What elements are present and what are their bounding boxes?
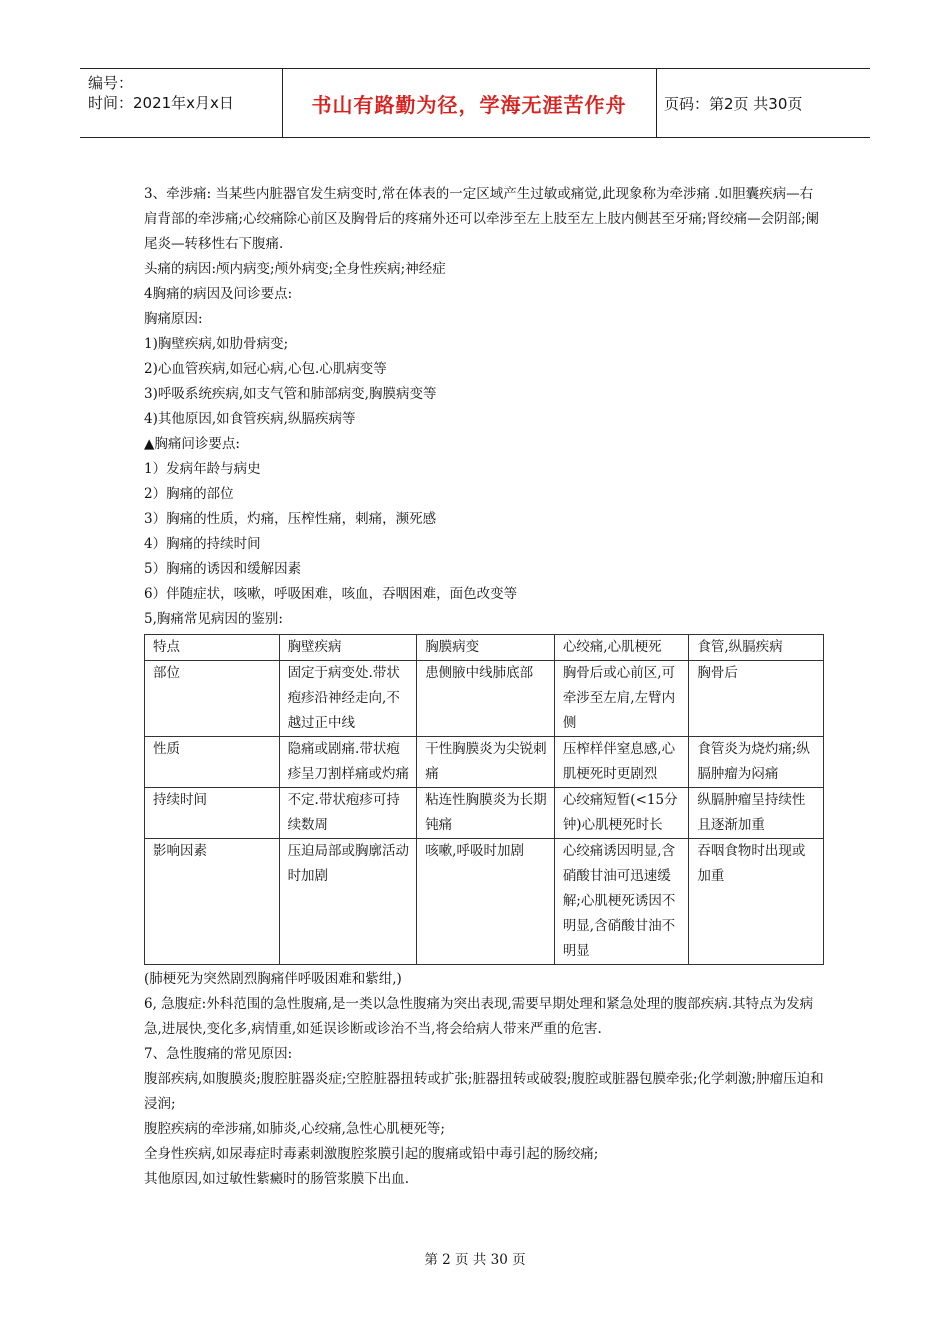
table-header-cell: 心绞痛,心肌梗死 <box>554 635 689 661</box>
paragraph: 腹腔疾病的牵涉痛,如肺炎,心绞痛,急性心肌梗死等; <box>144 1121 445 1137</box>
table-header-cell: 胸壁疾病 <box>279 635 417 661</box>
table-row <box>145 661 824 737</box>
paragraph: 胸痛原因: <box>144 311 203 327</box>
paragraph: 4)其他原因,如食管疾病,纵膈疾病等 <box>144 411 356 427</box>
paragraph: 其他原因,如过敏性紫癜时的肠管浆膜下出血. <box>144 1171 410 1187</box>
table-cell: 固定于病变处.带状疱疹沿神经走向,不越过正中线 <box>279 661 417 737</box>
page-footer: 第 2 页 共 30 页 <box>424 1252 526 1268</box>
paragraph: 6, 急腹症:外科范围的急性腹痛,是一类以急性腹痛为突出表现,需要早期处理和紧急处理的腹部疾病.其特点为发病急,进展快,变化多,病情重,如延误诊断或诊治不当,将会给病人带来严重的危害. <box>144 996 814 1037</box>
paragraph: 腹部疾病,如腹膜炎;腹腔脏器炎症;空腔脏器扭转或扩张;脏器扭转或破裂;腹腔或脏器包膜牵张;化学刺激;肿瘤压迫和浸润; <box>144 1071 824 1112</box>
table-cell: 患侧腋中线肺底部 <box>417 661 555 737</box>
table-cell: 吞咽食物时出现或加重 <box>689 839 824 965</box>
paragraph: 1）发病年龄与病史 <box>144 461 261 477</box>
table-cell: 压迫局部或胸廓活动时加剧 <box>279 839 417 965</box>
paragraph: 3、牵涉痛: 当某些内脏器官发生病变时,常在体表的一定区域产生过敏或痛觉,此现象称为牵涉痛 .如胆囊疾病—右肩背部的牵涉痛;心绞痛除心前区及胸骨后的疼痛外还可以牵涉至左上肢至左上肢内侧甚至牙痛;肾绞痛—会阴部;阑尾炎—转移性右下腹痛. <box>144 186 820 252</box>
table-cell: 压榨样伴窒息感,心肌梗死时更剧烈 <box>554 737 689 788</box>
table-cell: 心绞痛诱因明显,含硝酸甘油可迅速缓解;心肌梗死诱因不明显,含硝酸甘油不明显 <box>554 839 689 965</box>
paragraph: 头痛的病因:颅内病变;颅外病变;全身性疾病;神经症 <box>144 261 446 277</box>
document-body <box>144 182 824 1192</box>
document-time-label: 时间：2021年x月x日 <box>88 94 234 112</box>
table-cell: 性质 <box>145 737 280 788</box>
table-cell: 影响因素 <box>145 839 280 965</box>
header-meta <box>88 73 278 113</box>
table-cell: 食管炎为烧灼痛;纵膈肿瘤为闷痛 <box>689 737 824 788</box>
paragraph: 5）胸痛的诱因和缓解因素 <box>144 561 302 577</box>
table-row <box>145 839 824 965</box>
table-header-cell: 胸膜病变 <box>417 635 555 661</box>
paragraph: 2)心血管疾病,如冠心病,心包.心肌病变等 <box>144 361 387 377</box>
header-divider-right <box>656 69 657 137</box>
page-header <box>80 68 870 138</box>
table-row <box>145 788 824 839</box>
paragraph: 3)呼吸系统疾病,如支气管和肺部病变,胸膜病变等 <box>144 386 437 402</box>
table-cell: 持续时间 <box>145 788 280 839</box>
header-page-info: 页码：第2页 共30页 <box>664 95 803 113</box>
paragraph: 4）胸痛的持续时间 <box>144 536 261 552</box>
table-cell: 胸骨后 <box>689 661 824 737</box>
table-cell: 纵膈肿瘤呈持续性且逐渐加重 <box>689 788 824 839</box>
chest-pain-differential-table <box>144 634 824 965</box>
table-cell: 不定.带状疱疹可持续数周 <box>279 788 417 839</box>
paragraph: 4胸痛的病因及问诊要点: <box>144 286 293 302</box>
paragraph: 2）胸痛的部位 <box>144 486 234 502</box>
document-code-label: 编号： <box>88 74 134 92</box>
bottom-paragraphs <box>144 967 824 1192</box>
paragraph: 6）伴随症状，咳嗽，呼吸困难，咳血，吞咽困难，面色改变等 <box>144 586 518 602</box>
paragraph: ▲胸痛问诊要点: <box>144 436 240 452</box>
table-cell: 粘连性胸膜炎为长期钝痛 <box>417 788 555 839</box>
table-header-row <box>145 635 824 661</box>
table-cell: 咳嗽,呼吸时加剧 <box>417 839 555 965</box>
paragraph: 全身性疾病,如尿毒症时毒素刺激腹腔浆膜引起的腹痛或铅中毒引起的肠绞痛; <box>144 1146 599 1162</box>
top-paragraphs <box>144 182 824 632</box>
header-motto: 书山有路勤为径，学海无涯苦作舟 <box>311 93 627 117</box>
paragraph: (肺梗死为突然剧烈胸痛伴呼吸困难和紫绀,) <box>144 971 402 987</box>
table-cell: 部位 <box>145 661 280 737</box>
paragraph: 1)胸壁疾病,如肋骨病变; <box>144 336 289 352</box>
table-cell: 心绞痛短暂(<15分钟)心肌梗死时长 <box>554 788 689 839</box>
paragraph: 3）胸痛的性质，灼痛，压榨性痛，刺痛，濒死感 <box>144 511 437 527</box>
table-header-cell: 特点 <box>145 635 280 661</box>
table-cell: 胸骨后或心前区,可牵涉至左肩,左臂内侧 <box>554 661 689 737</box>
paragraph: 7、急性腹痛的常见原因: <box>144 1046 293 1062</box>
table-cell: 隐痛或剧痛.带状疱疹呈刀割样痛或灼痛 <box>279 737 417 788</box>
table-row <box>145 737 824 788</box>
paragraph: 5,胸痛常见病因的鉴别: <box>144 611 283 627</box>
table-cell: 干性胸膜炎为尖锐刺痛 <box>417 737 555 788</box>
table-header-cell: 食管,纵膈疾病 <box>689 635 824 661</box>
